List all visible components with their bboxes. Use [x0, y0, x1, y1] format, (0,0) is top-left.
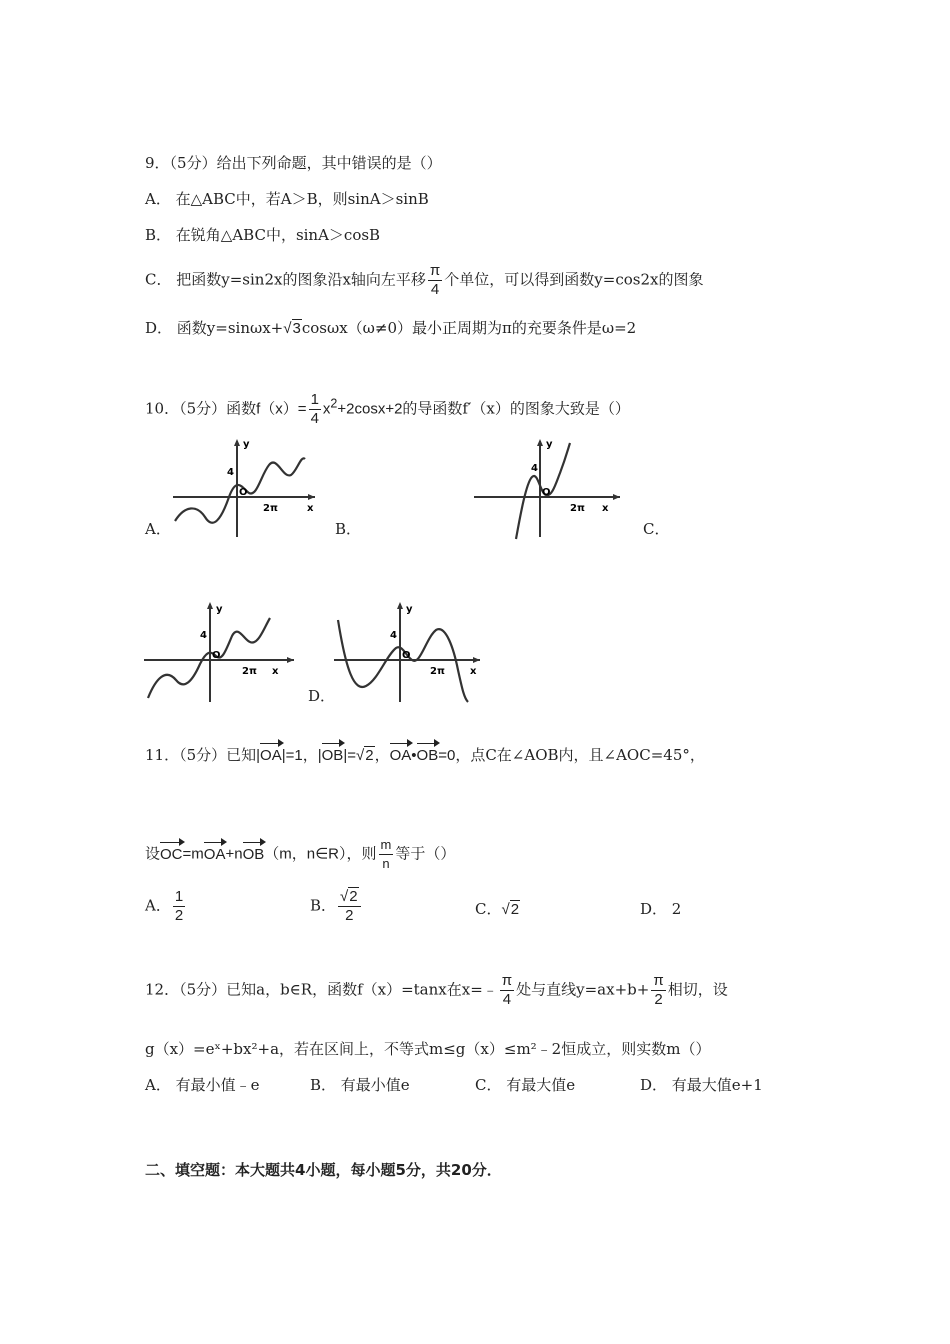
- svg-text:y: y: [546, 439, 553, 450]
- svg-text:O: O: [402, 650, 411, 661]
- q9-d-text-post: cosωx（ω≠0）最小正周期为π的充要条件是ω=2: [301, 319, 637, 337]
- q9-option-a: A． 在△ABC中，若A＞B，则sinA＞sinB: [145, 190, 429, 208]
- section2-heading: 二、填空题：本大题共4小题，每小题5分，共20分．: [145, 1161, 502, 1179]
- q11-option-a: A． $\frac{1}{2}$: [145, 888, 184, 924]
- svg-text:4: 4: [531, 463, 538, 474]
- q10-label-c: C．: [643, 520, 670, 538]
- q10-label-a: A．: [145, 520, 171, 538]
- q10-label-d: D．: [308, 687, 336, 705]
- graph1-2pi: 2π: [263, 503, 278, 514]
- graph-option-a: [165, 435, 320, 540]
- q11-line2: 设OC=mOA+nOB（m，n∈R），则 $\frac{m}{n}$ 等于（）: [145, 837, 456, 871]
- graph1-4-label: 4: [227, 467, 234, 478]
- q9-c-fraction: $\frac{\pi}{4}$: [429, 262, 441, 298]
- svg-text:O: O: [542, 487, 551, 498]
- q11-option-d: D． 2: [640, 900, 682, 918]
- graph1-origin: O: [239, 487, 248, 498]
- q12-option-c: C． 有最大值e: [475, 1076, 576, 1094]
- svg-text:4: 4: [390, 630, 397, 641]
- q11-vec-oa: OA: [260, 747, 282, 764]
- q10-stem: 10．（5分）函数f（x）= $\frac{1}{4}$ $x^2+2\cos x+2$的导函数f′（x）的图象大致是（）: [145, 391, 630, 427]
- q12-option-a: A． 有最小值﹣e: [145, 1076, 260, 1094]
- q11-option-c: C．√2: [475, 900, 520, 918]
- q11-fraction-mn: $\frac{m}{n}$: [380, 837, 392, 871]
- q11-sqrt2: √2: [355, 747, 374, 764]
- q9-d-sqrt: √3: [283, 320, 301, 337]
- q9-stem: 9．（5分）给出下列命题，其中错误的是（）: [145, 154, 442, 172]
- q12-option-b: B． 有最小值e: [310, 1076, 410, 1094]
- graph-option-b: [470, 435, 625, 540]
- svg-text:x: x: [272, 666, 279, 677]
- q10-fraction: $\frac{1}{4}$: [310, 391, 319, 427]
- q9-c-text-pre: C． 把函数y=sin2x的图象沿x轴向左平移: [145, 270, 426, 289]
- svg-text:x: x: [470, 666, 477, 677]
- svg-text:y: y: [216, 604, 223, 615]
- q9-option-b: B． 在锐角△ABC中，sinA＞cosB: [145, 226, 381, 244]
- q9-c-text-post: 个单位，可以得到函数y=cos2x的图象: [444, 270, 704, 289]
- svg-text:2π: 2π: [430, 666, 445, 677]
- q12-option-d: D． 有最大值e+1: [640, 1076, 763, 1094]
- q11-option-b: B． $\frac{√2}{2}$: [310, 888, 363, 925]
- q9-option-d: [145, 318, 636, 339]
- svg-text:2π: 2π: [570, 503, 585, 514]
- q11-vec-oc: OC: [160, 845, 183, 863]
- svg-text:2π: 2π: [242, 666, 257, 677]
- q12-stem: 12．（5分）已知a，b∈R，函数f（x）=tanx在x=﹣ $\frac{\pi}{4}$ 处与直线y=ax+b+ $\frac{\pi}{2}$ 相切，设: [145, 972, 728, 1008]
- q10-label-b: B．: [335, 520, 362, 538]
- graph-option-c: [140, 600, 300, 705]
- svg-text:x: x: [602, 503, 609, 514]
- graph-option-d: [330, 600, 485, 705]
- q11-stem: 11．（5分）已知|OA|=1，|OB|=√2，OA•OB=0，点C在∠AOB内，且∠AOC=45°，: [145, 746, 705, 764]
- q11-vec-ob: OB: [321, 747, 344, 764]
- graph1-y-label: y: [243, 439, 250, 450]
- q9-d-text-pre: D． 函数y=sinωx+: [145, 319, 284, 337]
- svg-text:4: 4: [200, 630, 207, 641]
- svg-text:O: O: [212, 650, 221, 661]
- q12-line2: g（x）=eˣ+bx²+a，若在区间上，不等式m≤g（x）≤m²﹣2恒成立，则实数m（）: [145, 1040, 711, 1058]
- graph1-x-label: x: [307, 503, 314, 514]
- q9-option-c: [145, 262, 703, 299]
- svg-text:y: y: [406, 604, 413, 615]
